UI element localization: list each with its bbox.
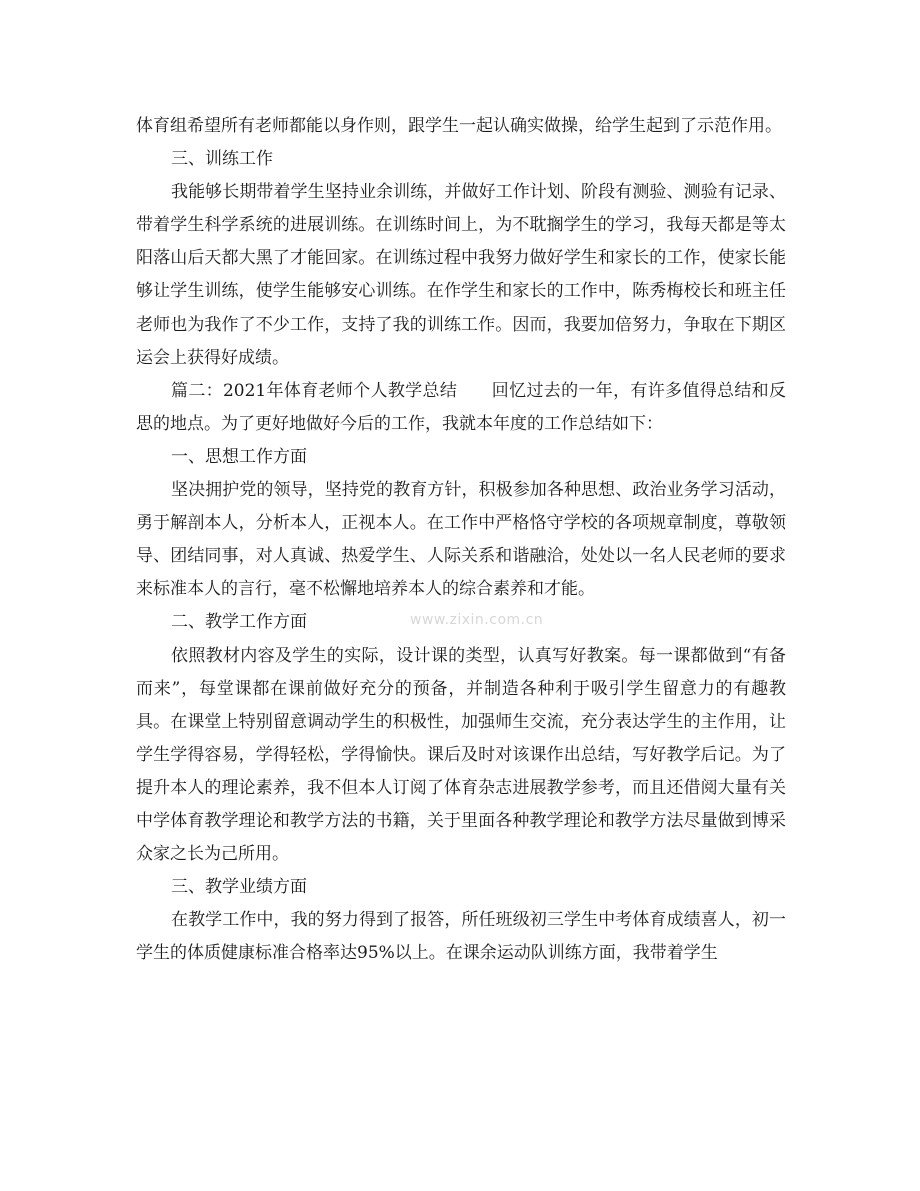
- watermark-text: www.zixin.com.cn: [410, 612, 544, 628]
- paragraph-training-work: 我能够长期带着学生坚持业余训练，并做好工作计划、阶段有测验、测验有记录、带着学生科学系统的进展训练。在训练时间上，为不耽搁学生的学习，我每天都是等太阳落山后天都大黑了才能回家。在训练过程中我努力做好学生和家长的工作，使家长能够让学生训练，使学生能够安心训练。在作学生和家长的工作中，陈秀梅校长和班主任老师也为我作了不少工作，支持了我的训练工作。因而，我要加倍努力，争取在下期区运会上获得好成绩。: [136, 182, 786, 368]
- document-body: [136, 110, 786, 970]
- paragraph-teaching-work: 依照教材内容及学生的实际，设计课的类型，认真写好教案。每一课都做到“有备而来”，每堂课都在课前做好充分的预备，并制造各种利于吸引学生留意力的有趣教具。在课堂上特别留意调动学生的积极性，加强师生交流，充分表达学生的主作用，让学生学得容易，学得轻松，学得愉快。课后及时对该课作出总结，写好教学后记。为了提升本人的理论素养，我不但本人订阅了体育杂志进展教学参考，而且还借阅大量有关中学体育教学理论和教学方法的书籍，关于里面各种教学理论和教学方法尽量做到博采众家之长为己所用。: [136, 645, 786, 865]
- paragraph-ideological-work: 坚决拥护党的领导，坚持党的教育方针，积极参加各种思想、政治业务学习活动，勇于解剖本人，分析本人，正视本人。在工作中严格恪守学校的各项规章制度，尊敬领导、团结同事，对人真诚、热爱学生、人际关系和谐融洽，处处以一名人民老师的要求来标准本人的言行，毫不松懈地培养本人的综合素养和才能。: [136, 480, 786, 600]
- paragraph-demonstration: 体育组希望所有老师都能以身作则，跟学生一起认确实做操，给学生起到了示范作用。: [136, 116, 782, 136]
- paragraph-part-two-intro: 篇二：2021年体育老师个人教学总结 回忆过去的一年，有许多值得总结和反思的地点。为了更好地做好今后的工作，我就本年度的工作总结如下：: [136, 380, 786, 434]
- heading-training-work: 三、训练工作: [171, 149, 273, 170]
- heading-teaching-achievements: 三、教学业绩方面: [171, 877, 307, 898]
- paragraph-teaching-achievements: 在教学工作中，我的努力得到了报答，所任班级初三学生中考体育成绩喜人，初一学生的体质健康标准合格率达95%以上。在课余运动队训练方面，我带着学生: [136, 910, 786, 964]
- heading-ideological-work: 一、思想工作方面: [171, 446, 307, 467]
- heading-teaching-work: 二、教学工作方面: [171, 612, 307, 633]
